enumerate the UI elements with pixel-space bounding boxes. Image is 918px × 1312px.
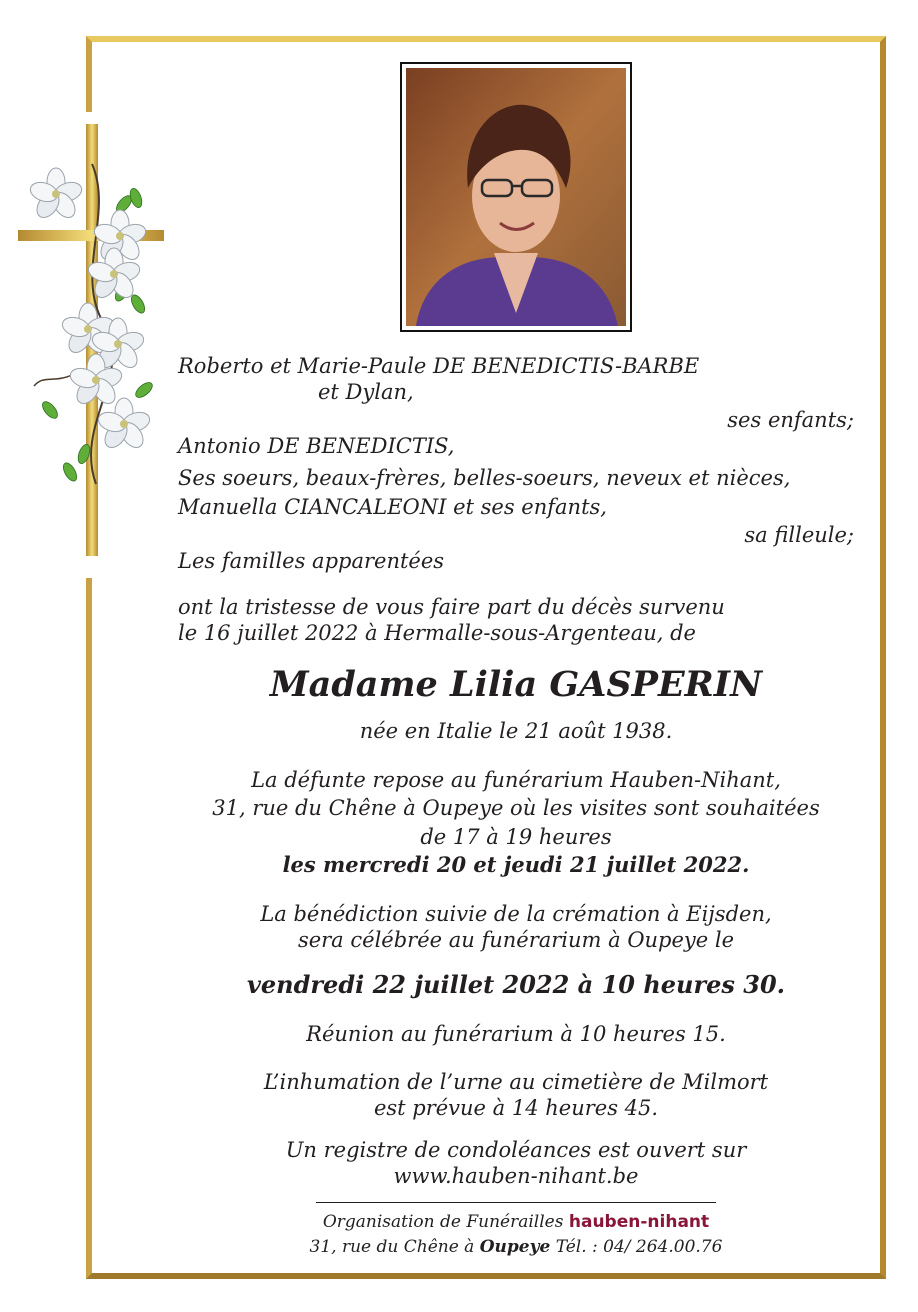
cross-with-magnolias-icon xyxy=(14,124,174,564)
burial-line-2: est prévue à 14 heures 45. xyxy=(373,1096,659,1120)
announcement-line-1: ont la tristesse de vous faire part du décès survenu xyxy=(178,595,725,619)
footer-divider xyxy=(316,1202,716,1203)
register-url: www.hauben-nihant.be xyxy=(393,1164,639,1188)
family-role-goddaughter: sa filleule; xyxy=(744,523,854,547)
ceremony-date: vendredi 22 juillet 2022 à 10 heures 30. xyxy=(246,970,786,999)
family-line-siblings: Ses soeurs, beaux-frères, belles-soeurs, neveux et nièces, xyxy=(178,466,791,490)
portrait-photo xyxy=(400,62,632,332)
footer-org-label: Organisation de Funérailles xyxy=(322,1212,564,1232)
family-line-brother: Antonio DE BENEDICTIS, xyxy=(178,434,455,458)
family-line-grandchild: et Dylan, xyxy=(318,380,414,404)
visits-dates: les mercredi 20 et jeudi 21 juillet 2022. xyxy=(282,852,750,877)
deceased-birth: née en Italie le 21 août 1938. xyxy=(359,719,673,743)
deceased-name: Madame Lilia GASPERIN xyxy=(269,664,763,705)
visits-line-2: 31, rue du Chêne à Oupeye où les visites sont souhaitées xyxy=(212,796,820,820)
family-line-relatives: Les familles apparentées xyxy=(178,549,445,573)
family-line-children: Roberto et Marie-Paule DE BENEDICTIS-BARBE xyxy=(178,354,700,378)
ceremony-line-1: La bénédiction suivie de la crémation à Eijsden, xyxy=(260,902,772,926)
visits-line-3: de 17 à 19 heures xyxy=(420,825,612,849)
family-line-goddaughter: Manuella CIANCALEONI et ses enfants, xyxy=(178,495,607,519)
burial-line-1: L’inhumation de l’urne au cimetière de Milmort xyxy=(263,1070,769,1094)
footer-organisation xyxy=(160,1210,872,1234)
visits-line-1: La défunte repose au funérarium Hauben-Nihant, xyxy=(251,768,781,792)
ceremony-meeting: Réunion au funérarium à 10 heures 15. xyxy=(306,1022,726,1046)
footer-city: Oupeye xyxy=(479,1237,551,1257)
register-line: Un registre de condoléances est ouvert sur xyxy=(285,1138,747,1162)
announcement-line-2: le 16 juillet 2022 à Hermalle-sous-Argenteau, de xyxy=(178,621,696,645)
footer-brand: hauben-nihant xyxy=(568,1212,710,1232)
family-role-children: ses enfants; xyxy=(727,408,854,432)
footer-phone: Tél. : 04/ 264.00.76 xyxy=(555,1237,723,1257)
ceremony-line-2: sera célébrée au funérarium à Oupeye le xyxy=(297,928,735,952)
footer-address-prefix: 31, rue du Chêne à xyxy=(309,1237,475,1257)
footer-address xyxy=(160,1235,872,1259)
